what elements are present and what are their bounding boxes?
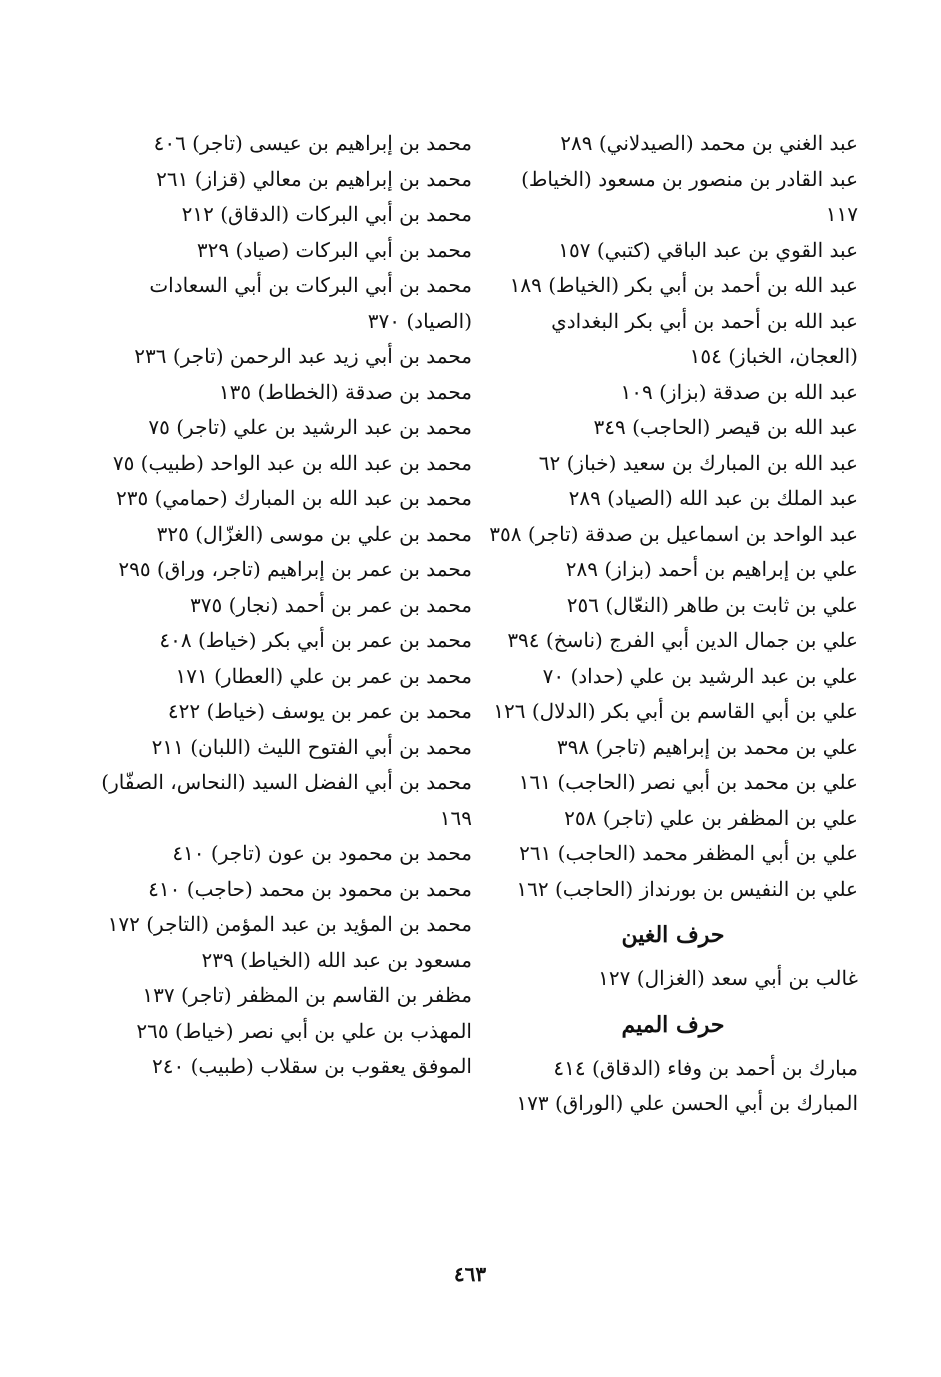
section-heading-ghain: حرف الغين <box>621 922 725 948</box>
index-entry: محمد بن علي بن موسى (الغزّال) ٣٢٥ <box>156 521 472 546</box>
index-entry: علي بن محمد بن إبراهيم (تاجر) ٣٩٨ <box>556 734 858 759</box>
index-entry: محمد بن أبي الفضل السيد (النحاس، الصفّار) ١٦٩ <box>101 770 472 830</box>
index-entry: عبد القادر بن منصور بن مسعود (الخياط) ١١٧ <box>521 166 858 226</box>
index-entry: عبد الملك بن عبد الله (الصياد) ٢٨٩ <box>568 486 858 510</box>
index-entry: عبد الله بن المبارك بن سعيد (خباز) ٦٢ <box>538 450 858 475</box>
index-entry: عبد الغني بن محمد (الصيدلاني) ٢٨٩ <box>560 131 858 155</box>
index-entry: محمد بن أبي الفتوح الليث (اللبان) ٢١١ <box>151 734 472 759</box>
index-entry: محمد بن المؤيد بن عبد المؤمن (التاجر) ١٧٢ <box>107 912 472 936</box>
index-entry: علي بن إبراهيم بن أحمد (بزاز) ٢٨٩ <box>565 557 858 581</box>
index-entry: عبد الله بن أحمد بن أبي بكر البغدادي (العجان، الخباز) ١٥٤ <box>551 308 858 368</box>
index-entry: محمد بن عبد الله بن المبارك (حمامي) ٢٣٥ <box>116 486 472 510</box>
index-entry: محمد بن عمر بن إبراهيم (تاجر، وراق) ٢٩٥ <box>118 557 472 581</box>
index-column-right <box>488 126 858 1122</box>
index-entry: عبد الواحد بن اسماعيل بن صدقة (تاجر) ٣٥٨ <box>489 521 858 546</box>
index-entry: عبد الله بن أحمد بن أبي بكر (الخياط) ١٨٩ <box>509 273 858 297</box>
index-entry: المهذب بن علي بن أبي نصر (خياط) ٢٦٥ <box>136 1018 472 1043</box>
index-entry: علي بن ثابت بن طاهر (النعّال) ٢٥٦ <box>566 592 858 617</box>
index-entry: محمد بن محمود بن عون (تاجر) ٤١٠ <box>172 841 472 865</box>
index-entry: الموفق يعقوب بن سقلاب (طبيب) ٢٤٠ <box>152 1054 472 1078</box>
entries-ain <box>488 126 858 907</box>
index-entry: علي بن أبي المظفر محمد (الحاجب) ٢٦١ <box>519 841 858 865</box>
index-entry: عبد الله بن قيصر (الحاجب) ٣٤٩ <box>593 415 858 439</box>
index-entry: مسعود بن عبد الله (الخياط) ٢٣٩ <box>201 947 472 972</box>
index-entry: عبد القوي بن عبد الباقي (كتبي) ١٥٧ <box>558 237 858 262</box>
index-entry: عبد الله بن صدقة (بزاز) ١٠٩ <box>620 379 858 404</box>
index-entry: علي بن عبد الرشيد بن علي (حداد) ٧٠ <box>542 663 858 688</box>
index-entry: محمد بن عمر بن أبي بكر (خياط) ٤٠٨ <box>159 628 472 652</box>
index-entry: غالب بن أبي سعد (الغزال) ١٢٧ <box>598 966 858 990</box>
index-entry: محمد بن عمر بن أحمد (نجار) ٣٧٥ <box>190 592 472 617</box>
index-entry: علي بن أبي القاسم بن أبي بكر (الدلال) ١٢٦ <box>493 699 858 723</box>
index-entry: محمد بن عبد الرشيد بن علي (تاجر) ٧٥ <box>148 415 472 439</box>
index-entry: مظفر بن القاسم بن المظفر (تاجر) ١٣٧ <box>142 983 472 1007</box>
index-entry: محمد بن محمود بن محمد (حاجب) ٤١٠ <box>148 876 472 901</box>
index-entry: محمد بن أبي البركات (الدقاق) ٢١٢ <box>181 202 472 226</box>
index-entry: محمد بن إبراهيم بن معالي (قزاز) ٢٦١ <box>156 166 472 191</box>
index-column-left <box>96 126 472 1085</box>
index-entry: محمد بن عمر بن علي (العطار) ١٧١ <box>175 663 472 688</box>
section-heading-mim: حرف الميم <box>621 1011 725 1038</box>
index-entry: محمد بن أبي البركات بن أبي السعادات (الصياد) ٣٧٠ <box>149 273 472 333</box>
index-entry: علي بن جمال الدين أبي الفرج (ناسخ) ٣٩٤ <box>507 628 858 652</box>
index-entry: علي بن المظفر بن علي (تاجر) ٢٥٨ <box>564 805 858 830</box>
index-entry: علي بن محمد بن أبي نصر (الحاجب) ١٦١ <box>518 770 858 794</box>
index-entry: محمد بن عبد الله بن عبد الواحد (طبيب) ٧٥ <box>112 450 472 475</box>
page-number: ٤٦٣ <box>453 1262 487 1286</box>
index-entry: محمد بن أبي زيد عبد الرحمن (تاجر) ٢٣٦ <box>134 344 472 368</box>
index-entry: علي بن النفيس بن بورنداز (الحاجب) ١٦٢ <box>516 876 858 901</box>
index-entry: محمد بن عمر بن يوسف (خياط) ٤٢٢ <box>167 699 472 723</box>
index-entry: محمد بن إبراهيم بن عيسى (تاجر) ٤٠٦ <box>153 131 472 155</box>
index-entry: محمد بن صدقة (الخطاط) ١٣٥ <box>218 379 472 404</box>
index-entry: مبارك بن أحمد بن وفاء (الدقاق) ٤١٤ <box>553 1055 858 1080</box>
index-entry: المبارك بن أبي الحسن علي (الوراق) ١٧٣ <box>516 1091 858 1115</box>
index-entry: محمد بن أبي البركات (صياد) ٣٢٩ <box>196 237 472 262</box>
